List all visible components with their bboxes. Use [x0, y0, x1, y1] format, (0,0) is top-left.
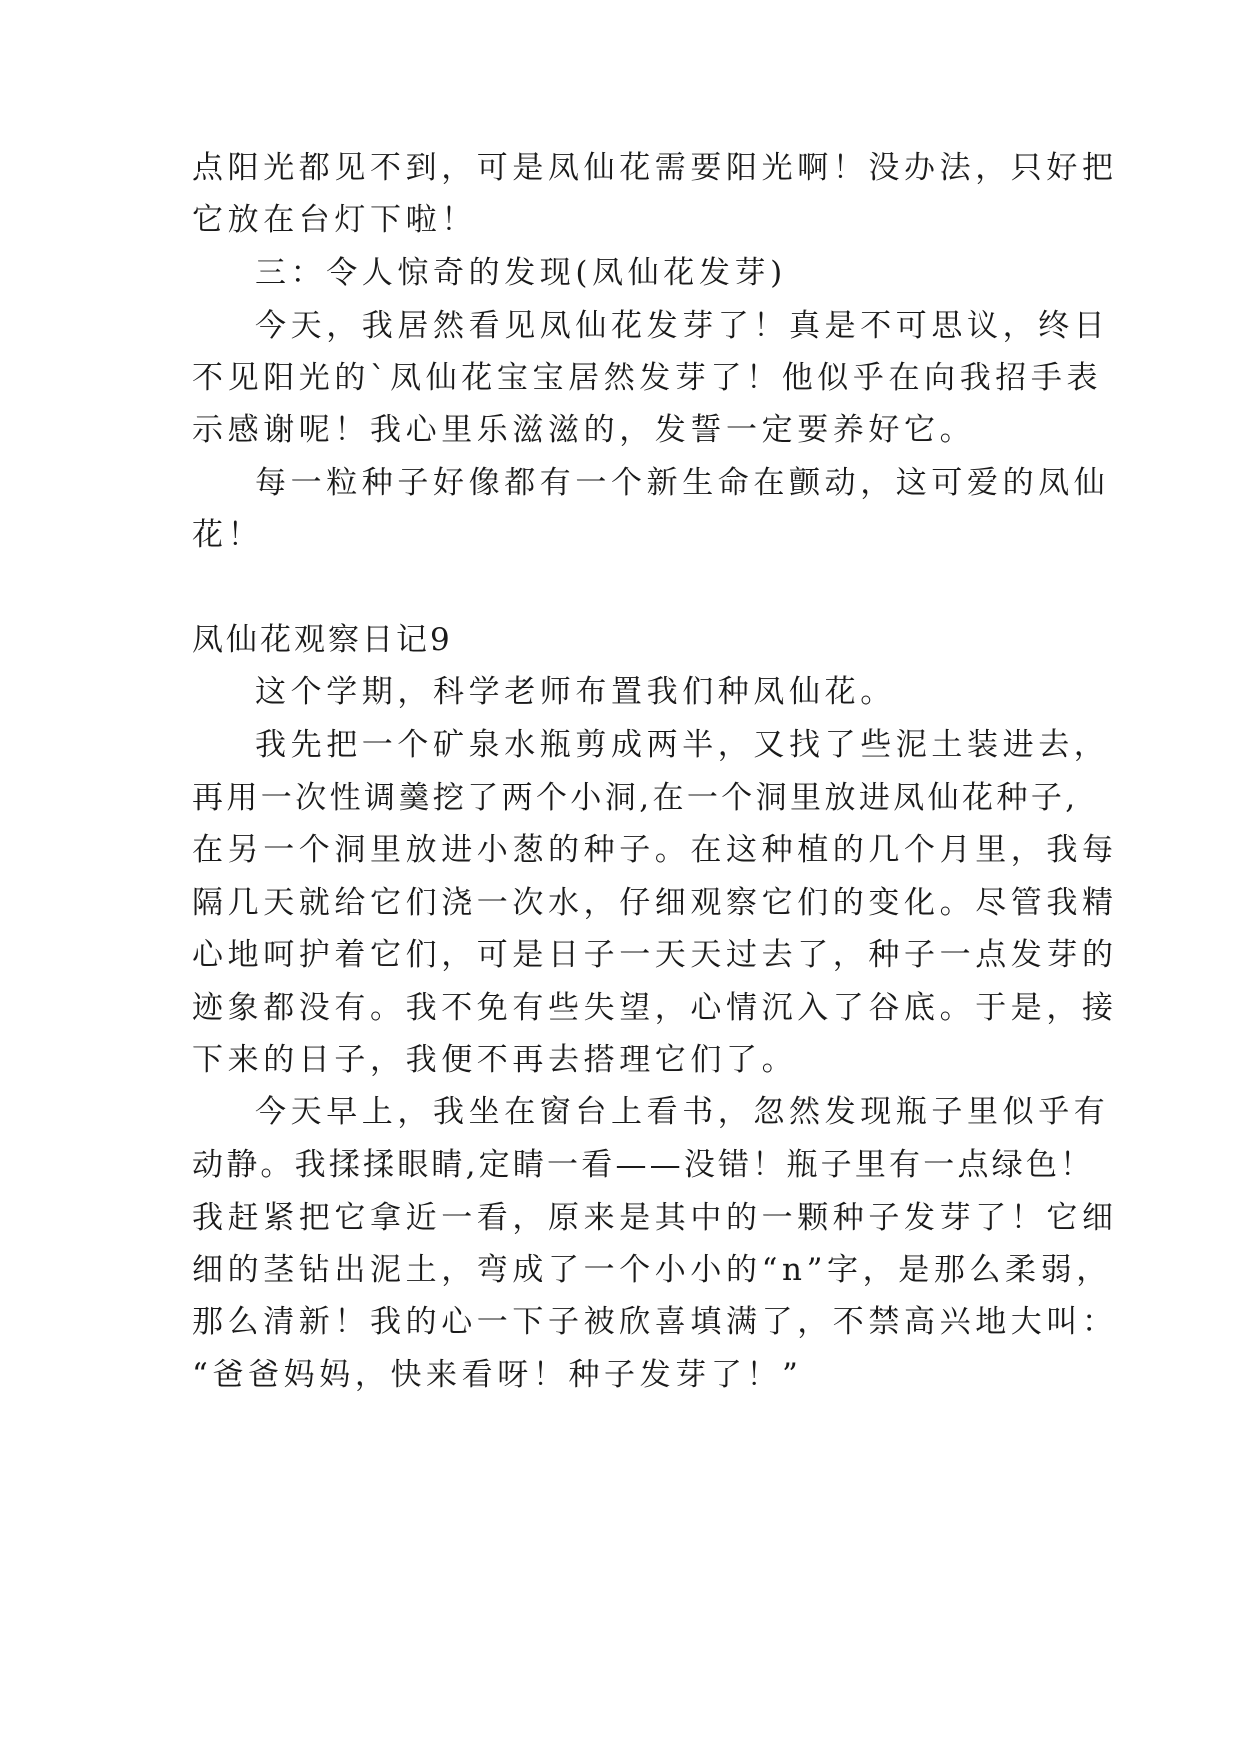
- diary-title: 凤仙花观察日记9: [192, 622, 453, 658]
- paragraph-line: 下来的日子，我便不再去搭理它们了。: [192, 1042, 798, 1078]
- paragraph-line: “爸爸妈妈，快来看呀！种子发芽了！”: [192, 1357, 803, 1393]
- paragraph-line: 迹象都没有。我不免有些失望，心情沉入了谷底。于是，接: [192, 990, 1118, 1026]
- section-heading: 三：令人惊奇的发现(凤仙花发芽): [255, 255, 787, 291]
- paragraph-line: 我先把一个矿泉水瓶剪成两半，又找了些泥土装进去，: [255, 727, 1110, 763]
- paragraph-line: 今天，我居然看见凤仙花发芽了！真是不可思议，终日: [255, 308, 1110, 344]
- paragraph-line: 动静。我揉揉眼睛,定睛一看——没错！瓶子里有一点绿色！: [192, 1147, 1095, 1183]
- paragraph-line: 示感谢呢！我心里乐滋滋的，发誓一定要养好它。: [192, 412, 976, 448]
- paragraph-line: 今天早上，我坐在窗台上看书，忽然发现瓶子里似乎有: [255, 1094, 1110, 1130]
- paragraph-line: 细的茎钻出泥土，弯成了一个小小的“n”字，是那么柔弱，: [192, 1252, 1112, 1288]
- paragraph-line: 花！: [192, 517, 264, 553]
- paragraph-line: 它放在台灯下啦！: [192, 202, 477, 238]
- paragraph-line: 这个学期，科学老师布置我们种凤仙花。: [255, 674, 896, 710]
- paragraph-line: 每一粒种子好像都有一个新生命在颤动，这可爱的凤仙: [255, 465, 1110, 501]
- paragraph-line: 再用一次性调羹挖了两个小洞,在一个洞里放进凤仙花种子,: [192, 780, 1079, 816]
- paragraph-line: 在另一个洞里放进小葱的种子。在这种植的几个月里，我每: [192, 832, 1118, 868]
- paragraph-line: 隔几天就给它们浇一次水，仔细观察它们的变化。尽管我精: [192, 885, 1118, 921]
- paragraph-line: 我赶紧把它拿近一看，原来是其中的一颗种子发芽了！它细: [192, 1200, 1118, 1236]
- paragraph-line: 不见阳光的`凤仙花宝宝居然发芽了！他似乎在向我招手表: [192, 360, 1103, 396]
- paragraph-line: 心地呵护着它们，可是日子一天天过去了，种子一点发芽的: [192, 937, 1118, 973]
- paragraph-line: 那么清新！我的心一下子被欣喜填满了，不禁高兴地大叫：: [192, 1304, 1118, 1340]
- paragraph-line: 点阳光都见不到，可是凤仙花需要阳光啊！没办法，只好把: [192, 150, 1118, 186]
